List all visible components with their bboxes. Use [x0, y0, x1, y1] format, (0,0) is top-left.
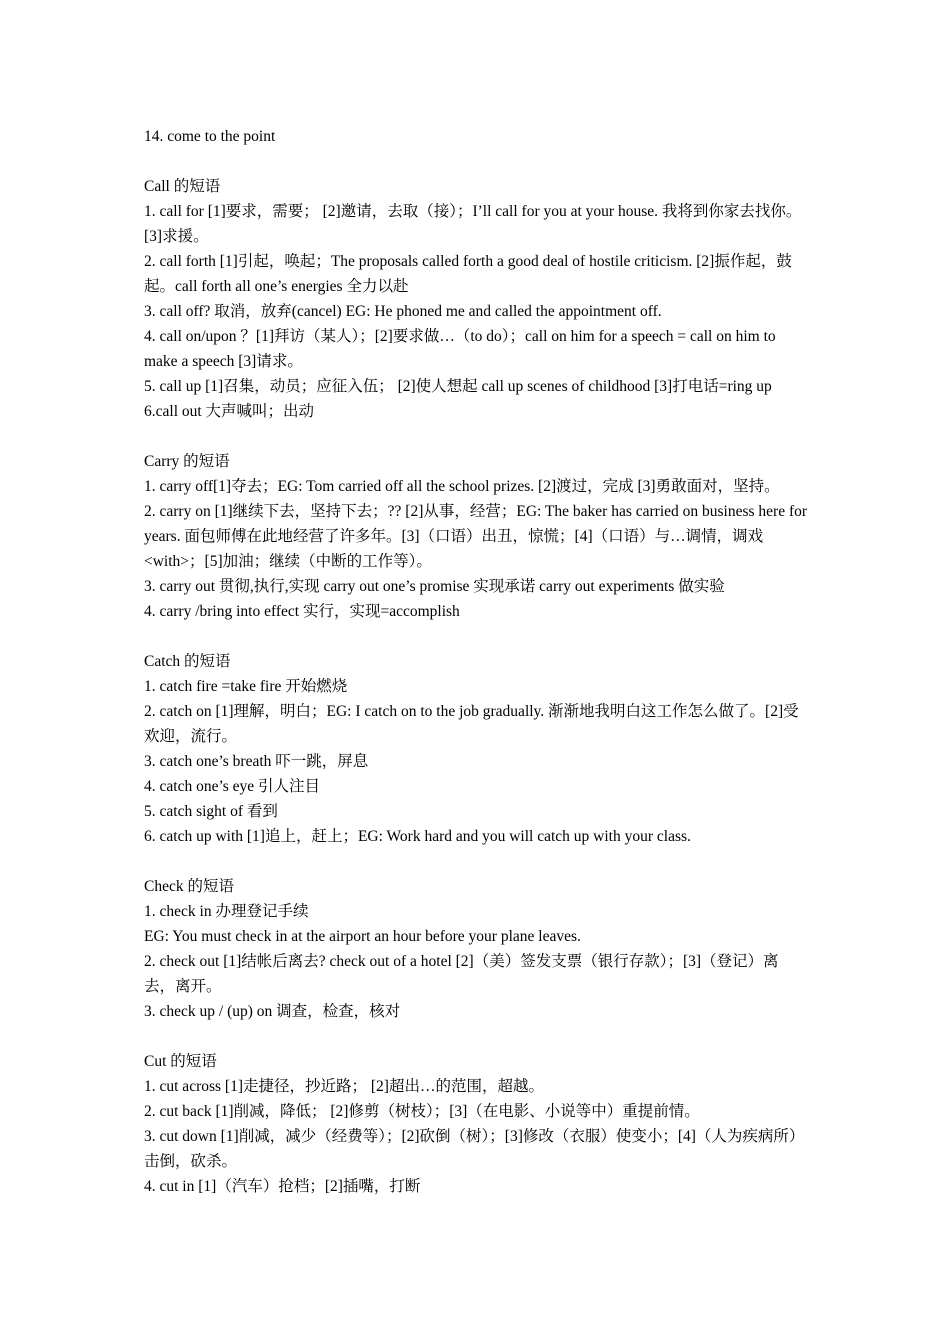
phrase-line: 2. check out [1]结帐后离去? check out of a hotel [2]（美）签发支票（银行存款）；[3]（登记）离去，离开。	[144, 953, 779, 995]
section-check	[144, 874, 808, 1024]
phrase-line: 4. carry /bring into effect 实行，实现=accomplish	[144, 603, 460, 620]
section-gap	[144, 1024, 808, 1049]
section-heading: Call 的短语	[144, 178, 221, 195]
phrase-line: 2. carry on [1]继续下去，坚持下去；?? [2]从事，经营；EG: The baker has carried on business here for years. 面包师傅在此地经营了许多年。[3]（口语）出丑，惊慌；[4]（口语）与…调情，调戏<with>；[5]加油；继续（中断的工作等）。	[144, 503, 808, 570]
section-gap	[144, 624, 808, 649]
document-page	[144, 124, 808, 1199]
phrase-line: 1. call for [1]要求，需要； [2]邀请，去取（接）；I’ll call for you at your house. 我将到你家去找你。 [3]求援。	[144, 203, 802, 245]
phrase-line: 4. call on/upon ？[1]拜访（某人）；[2]要求做…（to do）；call on him for a speech = call on him to make a speech [3]请求。	[144, 328, 776, 370]
phrase-line: 1. carry off[1]夺去；EG: Tom carried off all the school prizes. [2]渡过，完成 [3]勇敢面对，坚持。	[144, 478, 780, 495]
phrase-line: 1. catch fire =take fire 开始燃烧	[144, 678, 348, 695]
phrase-line: 3. carry out 贯彻,执行,实现 carry out one’s promise 实现承诺 carry out experiments 做实验	[144, 578, 725, 595]
phrase-line: 1. check in 办理登记手续	[144, 903, 309, 920]
phrase-line: 4. cut in [1]（汽车）抢档；[2]插嘴，打断	[144, 1178, 421, 1195]
section-gap	[144, 424, 808, 449]
phrase-line: 1. cut across [1]走捷径，抄近路； [2]超出…的范围，超越。	[144, 1078, 544, 1095]
phrase-line: 6. catch up with [1]追上，赶上；EG: Work hard and you will catch up with your class.	[144, 828, 691, 845]
phrase-line: 3. catch one’s breath 吓一跳，屏息	[144, 753, 369, 770]
phrase-line: 2. cut back [1]削减，降低； [2]修剪（树枝）；[3]（在电影、小说等中）重提前情。	[144, 1103, 700, 1120]
section-cut	[144, 1049, 808, 1199]
intro-line: 14. come to the point	[144, 128, 276, 145]
phrase-line: 4. catch one’s eye 引人注目	[144, 778, 321, 795]
section-call	[144, 174, 808, 424]
phrase-line: 2. catch on [1]理解，明白；EG: I catch on to the job gradually. 渐渐地我明白这工作怎么做了。[2]受欢迎，流行。	[144, 703, 799, 745]
phrase-line: 2. call forth [1]引起，唤起；The proposals called forth a good deal of hostile criticism. [2]振作起，鼓起。call forth all one’s energies 全力以赴	[144, 253, 792, 295]
phrase-line: 3. call off? 取消，放弃(cancel) EG: He phoned me and called the appointment off.	[144, 303, 662, 320]
section-heading: Carry 的短语	[144, 453, 230, 470]
phrase-line: 3. check up / (up) on 调查，检查，核对	[144, 1003, 401, 1020]
phrase-line: 3. cut down [1]削减，减少（经费等）；[2]砍倒（树）；[3]修改（衣服）使变小；[4]（人为疾病所）击倒，砍杀。	[144, 1128, 805, 1170]
section-heading: Catch 的短语	[144, 653, 231, 670]
section-heading: Check 的短语	[144, 878, 234, 895]
section-heading: Cut 的短语	[144, 1053, 217, 1070]
phrase-line: 6.call out 大声喊叫；出动	[144, 403, 315, 420]
section-gap	[144, 149, 808, 174]
section-catch	[144, 649, 808, 849]
phrase-line: 5. catch sight of 看到	[144, 803, 278, 820]
section-carry	[144, 449, 808, 624]
phrase-line: EG: You must check in at the airport an hour before your plane leaves.	[144, 928, 581, 945]
section-gap	[144, 849, 808, 874]
phrase-line: 5. call up [1]召集，动员；应征入伍； [2]使人想起 call up scenes of childhood [3]打电话=ring up	[144, 378, 772, 395]
